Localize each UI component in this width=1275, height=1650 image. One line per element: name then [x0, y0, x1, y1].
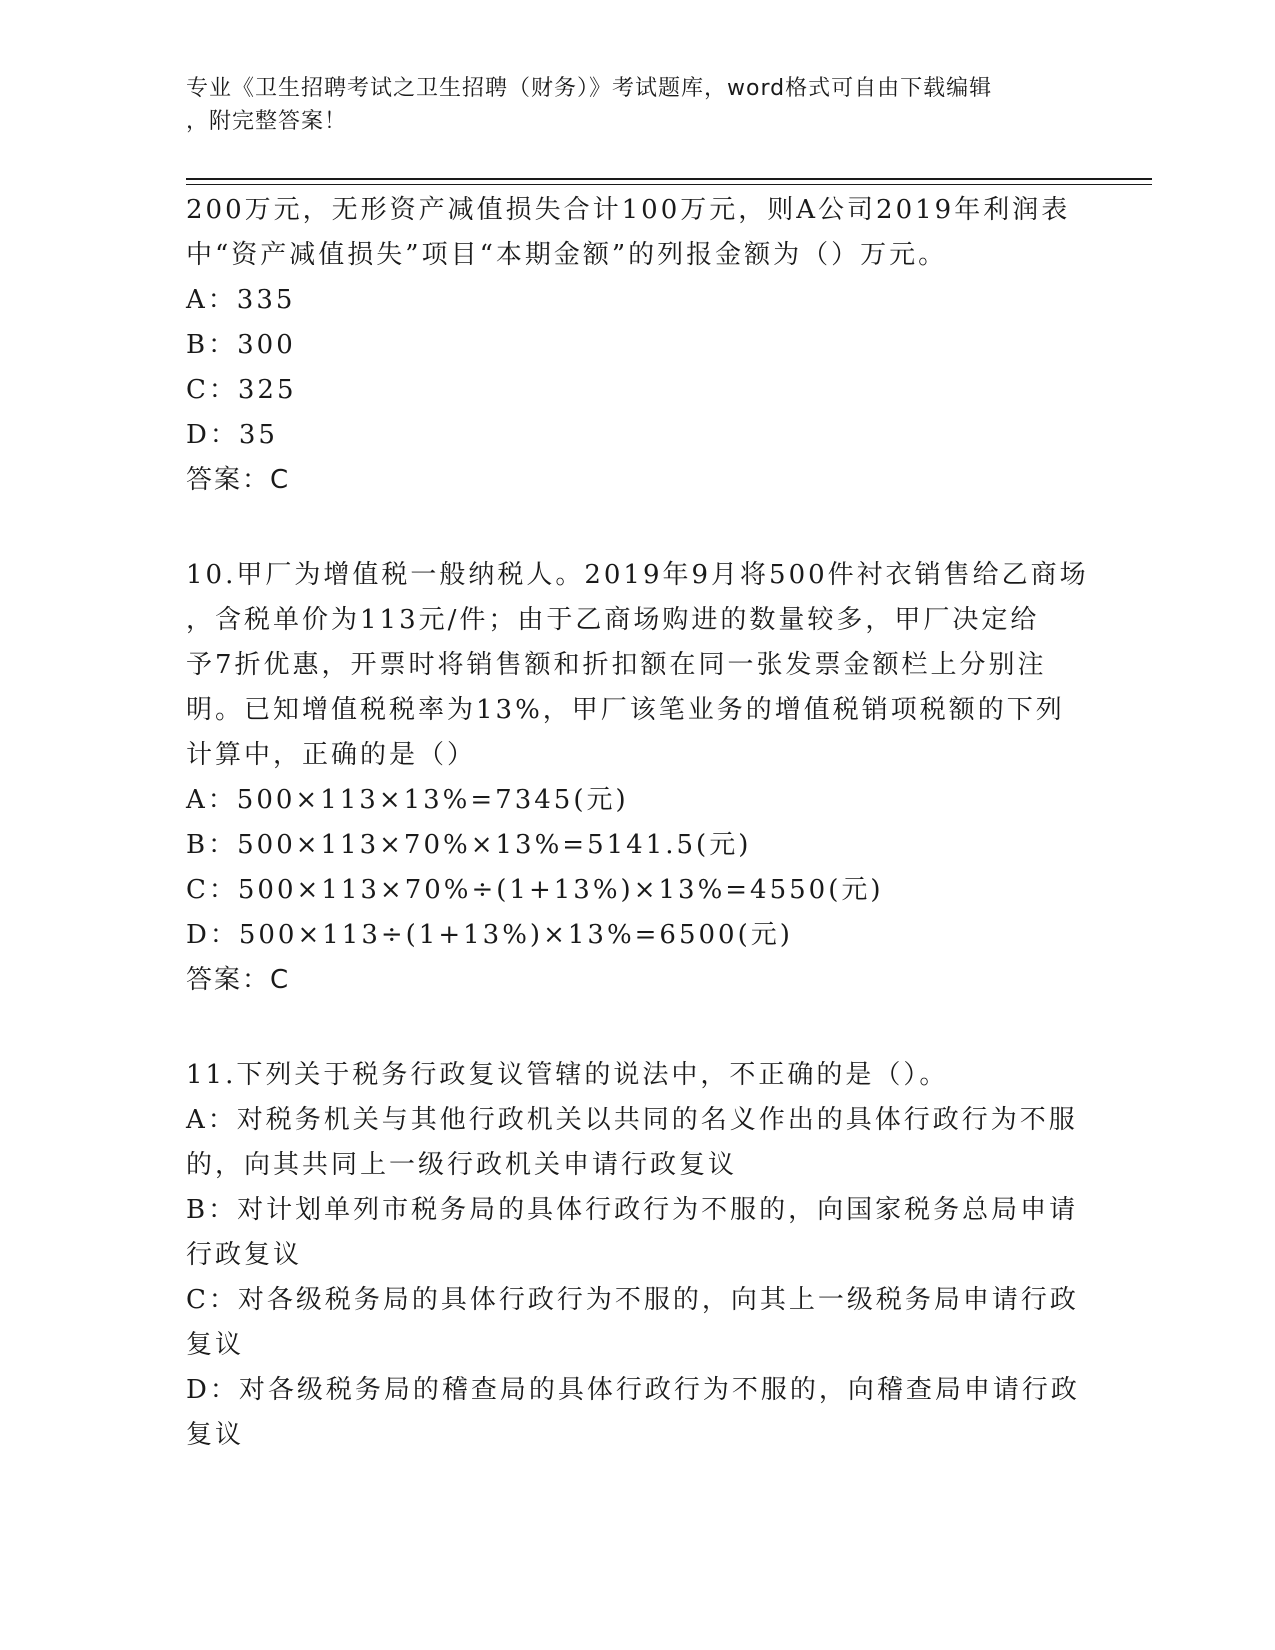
header-title-line-1: 专业《卫生招聘考试之卫生招聘（财务）》考试题库，word格式可自由下载编辑: [186, 76, 993, 101]
option-d: D：35: [186, 420, 278, 450]
option-a-line-1: A：对税务机关与其他行政机关以共同的名义作出的具体行政行为不服: [186, 1105, 1078, 1135]
question-9: [186, 188, 1086, 503]
option-b-line-1: B：对计划单列市税务局的具体行政行为不服的，向国家税务总局申请: [186, 1195, 1079, 1225]
spacer: [186, 1003, 1086, 1053]
spacer: [186, 503, 1086, 553]
option-b: B：500×113×70%×13%=5141.5(元): [186, 830, 752, 860]
question-stem-line: 予7折优惠，开票时将销售额和折扣额在同一张发票金额栏上分别注: [186, 650, 1047, 680]
option-c: C：500×113×70%÷(1+13%)×13%=4550(元): [186, 875, 884, 905]
question-stem-line: 计算中，正确的是（）: [186, 740, 477, 770]
header-divider-thin: [186, 184, 1152, 185]
option-d-line-2: 复议: [186, 1420, 245, 1450]
question-10: [186, 553, 1089, 1003]
page-header: [186, 72, 1066, 138]
option-a: A：500×113×13%=7345(元): [186, 785, 629, 815]
question-11: [186, 1053, 1086, 1458]
option-a-line-2: 的，向其共同上一级行政机关申请行政复议: [186, 1150, 738, 1180]
document-body: [186, 188, 1089, 1458]
question-stem-line: 明。已知增值税税率为13%，甲厂该笔业务的增值税销项税额的下列: [186, 695, 1065, 725]
option-b-line-2: 行政复议: [186, 1240, 303, 1270]
option-c-line-1: C：对各级税务局的具体行政行为不服的，向其上一级税务局申请行政: [186, 1285, 1079, 1315]
answer-line: 答案：C: [186, 465, 291, 495]
option-d: D：500×113÷(1+13%)×13%=6500(元): [186, 920, 793, 950]
question-stem-line: 200万元，无形资产减值损失合计100万元，则A公司2019年利润表: [186, 195, 1071, 225]
option-a: A：335: [186, 285, 296, 315]
answer-line: 答案：C: [186, 965, 291, 995]
option-d-line-1: D：对各级税务局的稽查局的具体行政行为不服的，向稽查局申请行政: [186, 1375, 1080, 1405]
question-stem-line: 10.甲厂为增值税一般纳税人。2019年9月将500件衬衣销售给乙商场: [186, 560, 1089, 590]
option-b: B：300: [186, 330, 296, 360]
option-c: C：325: [186, 375, 297, 405]
question-stem-line: ，含税单价为113元/件；由于乙商场购进的数量较多，甲厂决定给: [186, 605, 1040, 635]
header-divider-thick: [186, 178, 1152, 180]
question-stem-line: 11.下列关于税务行政复议管辖的说法中，不正确的是（）。: [186, 1060, 949, 1090]
question-stem-line: 中“资产减值损失”项目“本期金额”的列报金额为（）万元。: [186, 240, 948, 270]
header-title-line-2: ，附完整答案！: [186, 109, 348, 134]
option-c-line-2: 复议: [186, 1330, 245, 1360]
